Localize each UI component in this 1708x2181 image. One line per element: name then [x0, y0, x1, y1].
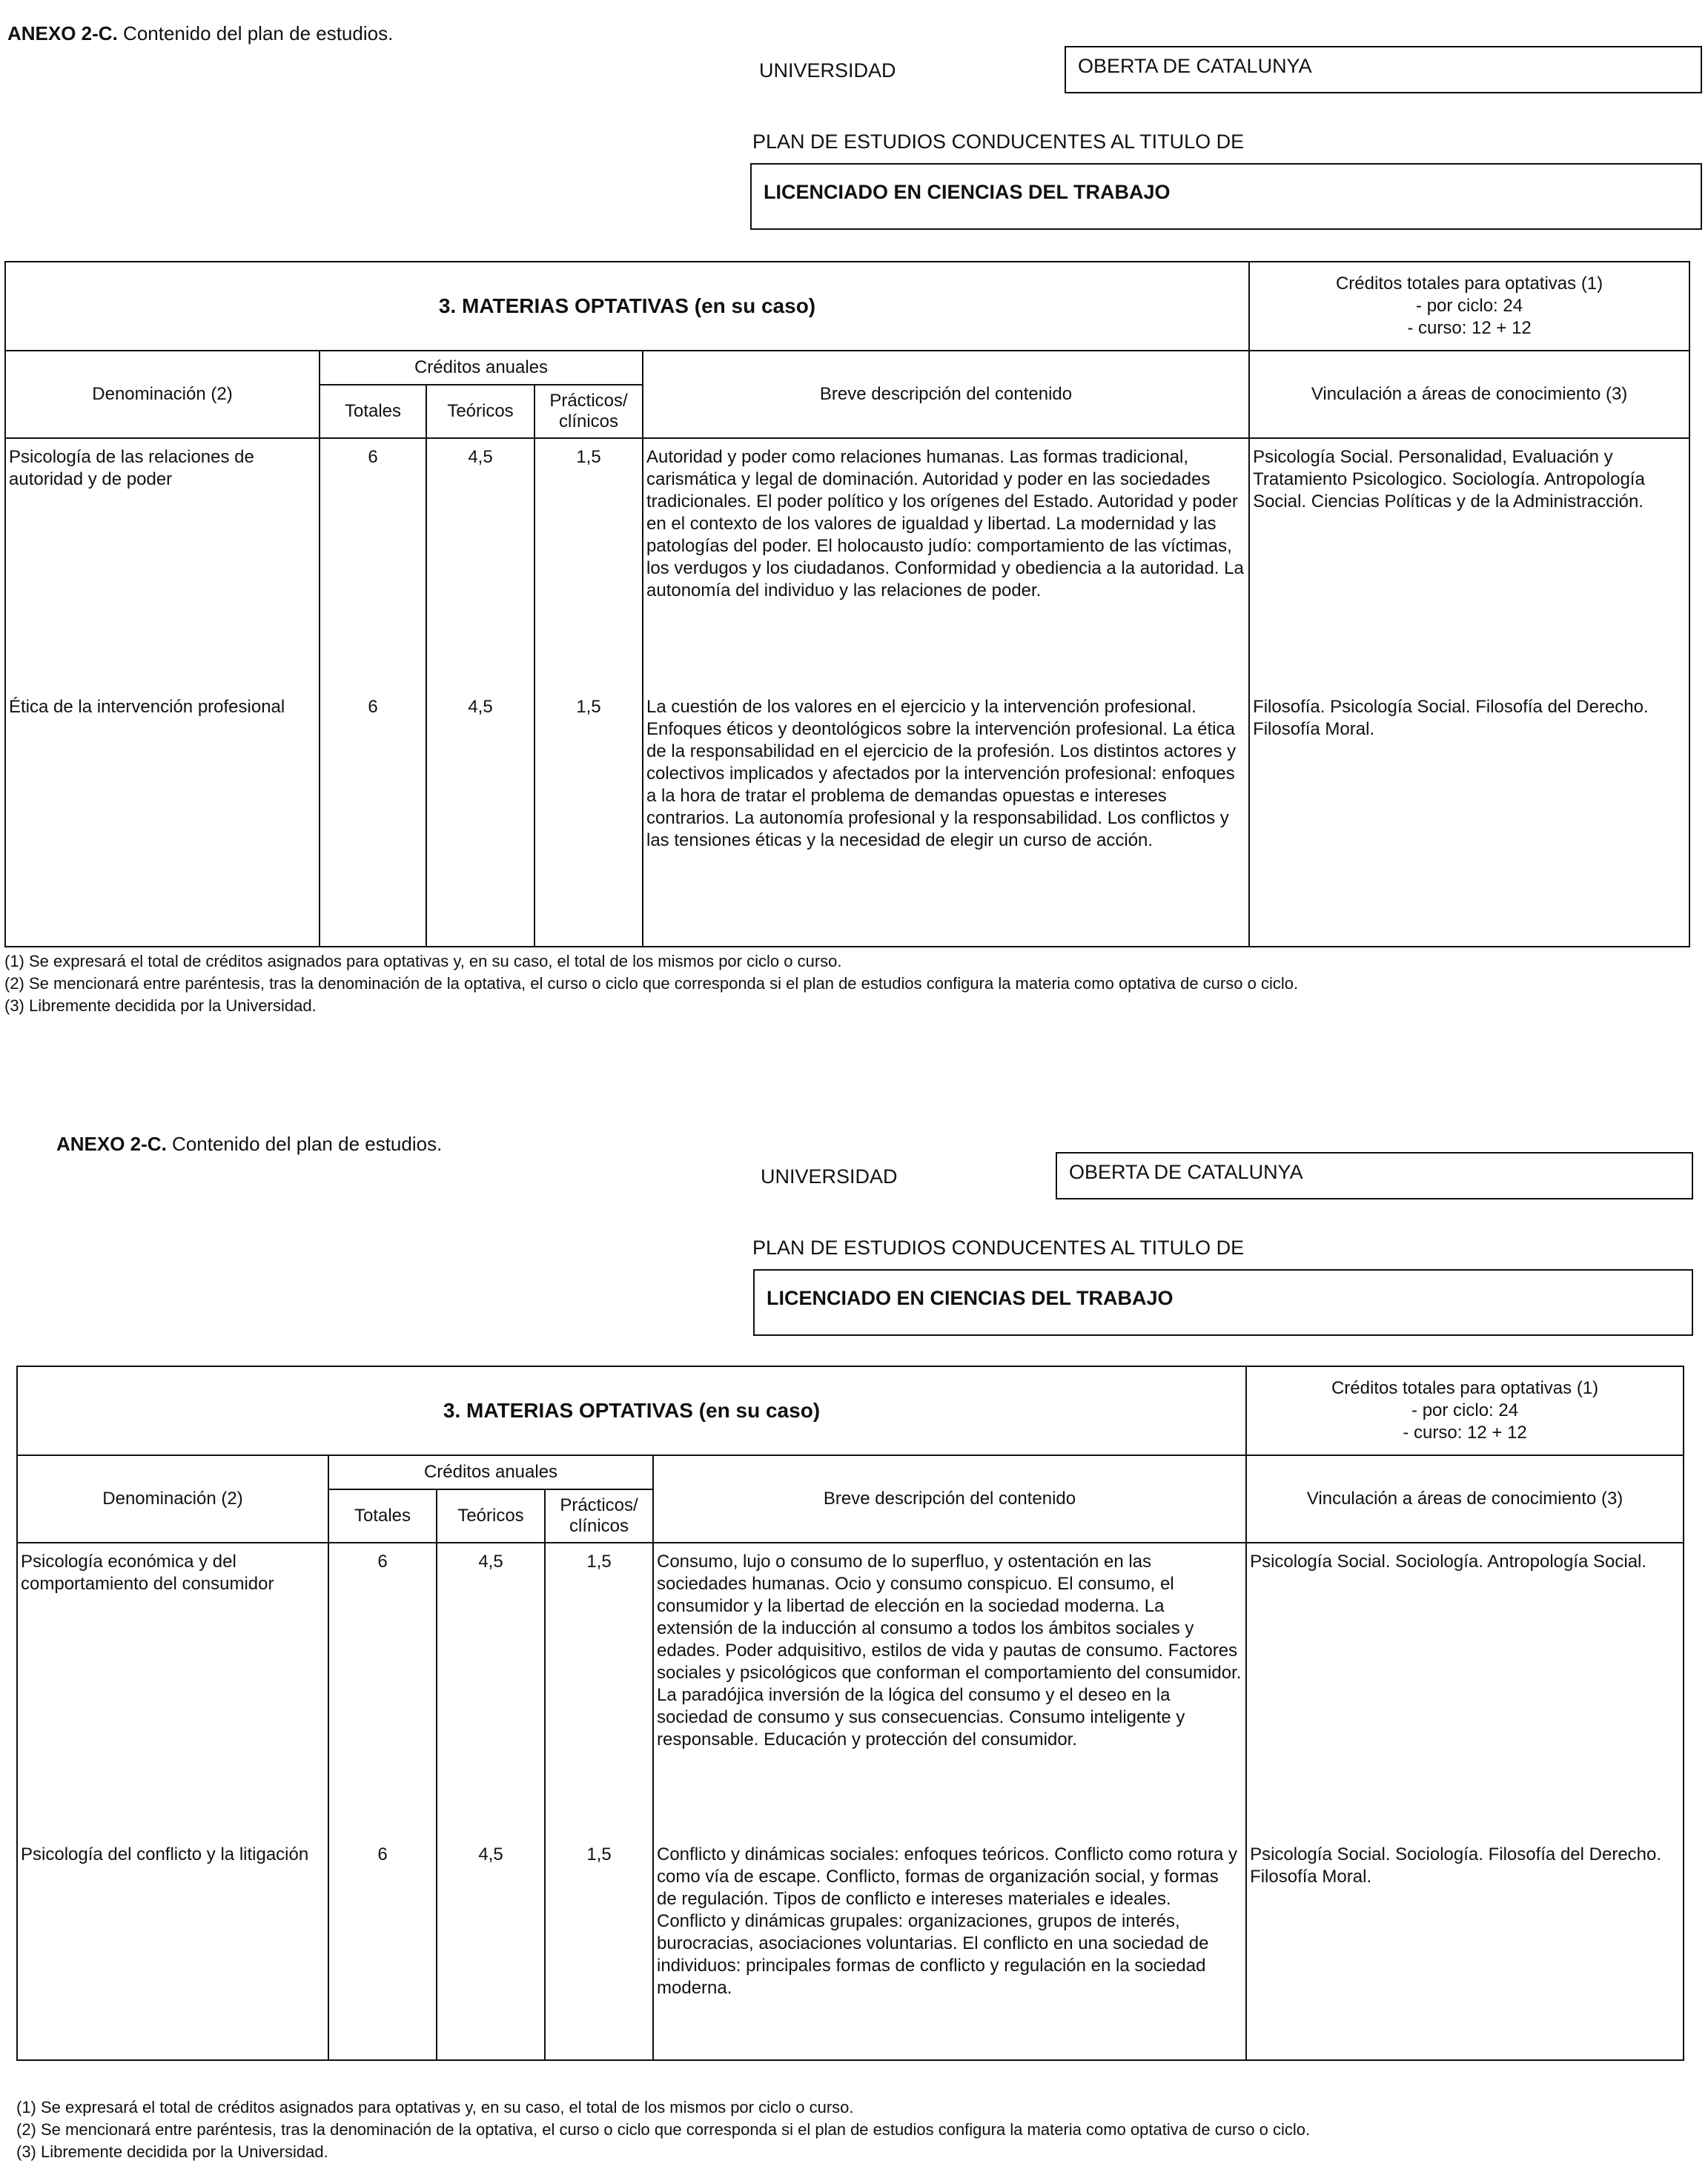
annex-heading: [7, 22, 393, 45]
table-row: [5, 438, 1689, 689]
credits-total-cell: [1246, 1366, 1684, 1455]
row-teoricos: 4,5: [426, 689, 534, 947]
row-totales: 6: [328, 1543, 437, 1836]
footnote-3: (3) Libremente decidida por la Universidad.: [4, 996, 317, 1015]
footnote-2: (2) Se mencionará entre paréntesis, tras la denominación de la optativa, el curso o ciclo que corresponda si el plan de estudios configura la materia como optativa de curso o ciclo.: [16, 2120, 1311, 2139]
footnotes: [16, 2096, 1699, 2163]
row-totales: 6: [328, 1836, 437, 2060]
annex-label: ANEXO 2-C.: [7, 22, 118, 44]
col-descripcion: Breve descripción del contenido: [643, 351, 1249, 438]
col-creditos-anuales: Créditos anuales: [320, 351, 643, 385]
col-teoricos: Teóricos: [426, 385, 534, 438]
table-row: [17, 1836, 1684, 2060]
row-vinculacion: Filosofía. Psicología Social. Filosofía del Derecho. Filosofía Moral.: [1249, 689, 1689, 947]
university-box: [1065, 46, 1702, 93]
footnote-1: (1) Se expresará el total de créditos asignados para optativas y, en su caso, el total de los mismos por ciclo o curso.: [4, 952, 842, 970]
annex-text: Contenido del plan de estudios.: [123, 22, 394, 44]
col-creditos-anuales: Créditos anuales: [328, 1455, 653, 1489]
row-totales: 6: [320, 438, 426, 689]
credits-ciclo-line: - por ciclo: 24: [1416, 296, 1523, 316]
row-descripcion: Autoridad y poder como relaciones humanas. Las formas tradicional, carismática y legal de dominación. Autoridad y poder en las sociedades tradicionales. El poder político y los orígenes del Estado. Autoridad y poder en el contexto de los valores de igualdad y libertad. La modernidad y las patologías del poder. El holocausto judío: comportamiento de las víctimas, los verdugos y los ciudadanos. Conformidad y obediencia a la autoridad. La autonomía del individuo y las relaciones de poder.: [643, 438, 1249, 689]
row-practicos: 1,5: [534, 438, 643, 689]
credits-curso-line: - curso: 12 + 12: [1403, 1423, 1527, 1443]
footnote-3: (3) Libremente decidida por la Universidad.: [16, 2142, 328, 2161]
col-practicos-line1: Prácticos/: [549, 391, 628, 411]
credits-ciclo-line: - por ciclo: 24: [1411, 1400, 1519, 1420]
plan-title: LICENCIADO EN CIENCIAS DEL TRABAJO: [764, 181, 1171, 203]
col-vinculacion: Vinculación a áreas de conocimiento (3): [1249, 351, 1689, 438]
table-title: 3. MATERIAS OPTATIVAS (en su caso): [5, 262, 1249, 351]
university-box: [1056, 1152, 1693, 1199]
credits-curso-line: - curso: 12 + 12: [1407, 318, 1532, 338]
row-totales: 6: [320, 689, 426, 947]
col-descripcion: Breve descripción del contenido: [653, 1455, 1246, 1543]
plan-section-2: [0, 1106, 1708, 2181]
university-value: OBERTA DE CATALUNYA: [1069, 1161, 1303, 1183]
row-teoricos: 4,5: [437, 1836, 545, 2060]
row-descripcion: Conflicto y dinámicas sociales: enfoques teóricos. Conflicto como rotura y como vía de escape. Conflicto, formas de organización social, y formas de regulación. Tipos de conflicto e intereses materiales e ideales. Conflicto y dinámicas grupales: organizaciones, grupos de interés, burocracias, asociaciones voluntarias. El conflicto en una sociedad de individuos: principales formas de conflicto y regulación en la sociedad moderna.: [653, 1836, 1246, 2060]
annex-heading: [56, 1133, 442, 1156]
col-practicos: [534, 385, 643, 438]
row-practicos: 1,5: [534, 689, 643, 947]
row-denominacion: Psicología del conflicto y la litigación: [17, 1836, 328, 2060]
credits-total-line: Créditos totales para optativas (1): [1335, 274, 1603, 294]
footnote-2: (2) Se mencionará entre paréntesis, tras la denominación de la optativa, el curso o ciclo que corresponda si el plan de estudios configura la materia como optativa de curso o ciclo.: [4, 974, 1299, 993]
row-practicos: 1,5: [545, 1836, 653, 2060]
row-vinculacion: Psicología Social. Personalidad, Evaluación y Tratamiento Psicologico. Sociología. Antropología Social. Ciencias Políticas y de la Administracción.: [1249, 438, 1689, 689]
university-label: UNIVERSIDAD: [761, 1165, 898, 1188]
row-vinculacion: Psicología Social. Sociología. Filosofía del Derecho. Filosofía Moral.: [1246, 1836, 1684, 2060]
col-practicos-line2: clínicos: [569, 1516, 629, 1536]
plan-section-1: [0, 0, 1708, 1075]
plan-title-box: [753, 1269, 1693, 1336]
table-row: [17, 1543, 1684, 1836]
annex-label: ANEXO 2-C.: [56, 1133, 167, 1155]
table-title: 3. MATERIAS OPTATIVAS (en su caso): [17, 1366, 1246, 1455]
row-denominacion: Psicología de las relaciones de autoridad y de poder: [5, 438, 320, 689]
col-denominacion: Denominación (2): [5, 351, 320, 438]
row-teoricos: 4,5: [437, 1543, 545, 1836]
col-totales: Totales: [328, 1489, 437, 1543]
university-label: UNIVERSIDAD: [759, 59, 896, 82]
row-descripcion: Consumo, lujo o consumo de lo superfluo, y ostentación en las sociedades humanas. Ocio y consumo conspicuo. El consumo, el consumidor y la libertad de elección en la sociedad moderna. La extensión de la inducción al consumo a todos los ámbitos sociales y edades. Poder adquisitivo, estilos de vida y pautas de consumo. Factores sociales y psicológicos que conforman el comportamiento del consumidor. La paradójica inversión de la lógica del consumo y el deseo en la sociedad de consumo y sus consecuencias. Consumo inteligente y responsable. Educación y protección del consumidor.: [653, 1543, 1246, 1836]
row-descripcion: La cuestión de los valores en el ejercicio y la intervención profesional. Enfoques éticos y deontológicos sobre la intervención profesional. La ética de la responsabilidad en el ejercicio de la profesión. Los distintos actores y colectivos implicados y afectados por la intervención profesional: enfoques a la hora de tratar el problema de demandas opuestas e intereses contrarios. La autonomía profesional y la responsabilidad. Los conflictos y las tensiones éticas y la necesidad de elegir un curso de acción.: [643, 689, 1249, 947]
plan-label: PLAN DE ESTUDIOS CONDUCENTES AL TITULO DE: [752, 130, 1245, 153]
optativas-table: [4, 261, 1690, 947]
optativas-table: [16, 1366, 1684, 2061]
annex-text: Contenido del plan de estudios.: [172, 1133, 443, 1155]
row-vinculacion: Psicología Social. Sociología. Antropología Social.: [1246, 1543, 1684, 1836]
credits-total-line: Créditos totales para optativas (1): [1331, 1378, 1599, 1398]
col-practicos: [545, 1489, 653, 1543]
row-teoricos: 4,5: [426, 438, 534, 689]
credits-total-cell: [1249, 262, 1689, 351]
table-row: [5, 689, 1689, 947]
row-denominacion: Psicología económica y del comportamiento del consumidor: [17, 1543, 328, 1836]
col-vinculacion: Vinculación a áreas de conocimiento (3): [1246, 1455, 1684, 1543]
row-practicos: 1,5: [545, 1543, 653, 1836]
footnote-1: (1) Se expresará el total de créditos asignados para optativas y, en su caso, el total de los mismos por ciclo o curso.: [16, 2098, 854, 2117]
row-denominacion: Ética de la intervención profesional: [5, 689, 320, 947]
plan-label: PLAN DE ESTUDIOS CONDUCENTES AL TITULO DE: [752, 1237, 1245, 1259]
col-practicos-line1: Prácticos/: [560, 1495, 638, 1515]
col-teoricos: Teóricos: [437, 1489, 545, 1543]
plan-title-box: [750, 163, 1702, 230]
col-denominacion: Denominación (2): [17, 1455, 328, 1543]
col-totales: Totales: [320, 385, 426, 438]
footnotes: [4, 950, 1702, 1017]
plan-title: LICENCIADO EN CIENCIAS DEL TRABAJO: [767, 1287, 1174, 1309]
col-practicos-line2: clínicos: [558, 411, 619, 431]
university-value: OBERTA DE CATALUNYA: [1078, 55, 1312, 77]
